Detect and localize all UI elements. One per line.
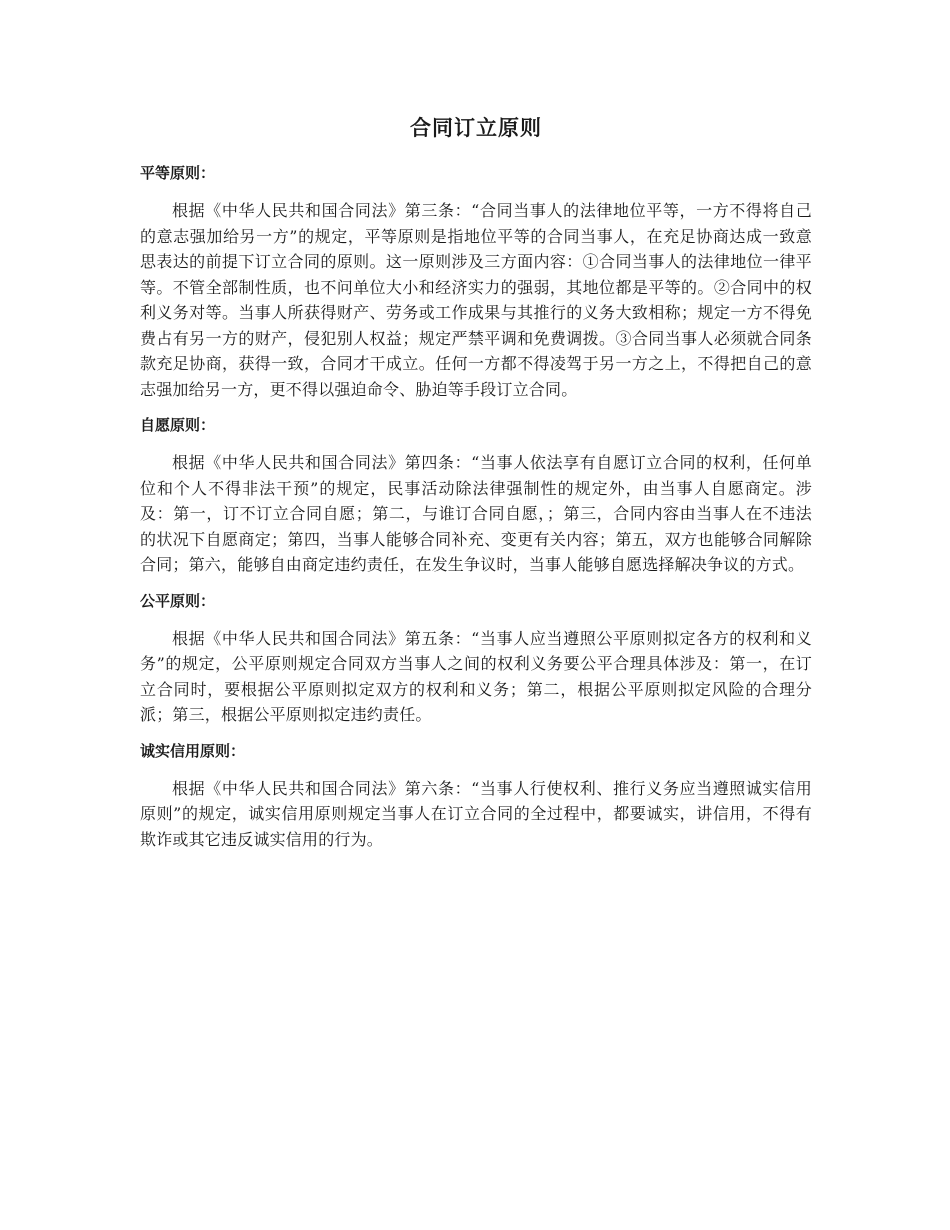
section-body: 根据《中华人民共和国合同法》第三条：“合同当事人的法律地位平等，一方不得将自己的意志强加给另一方”的规定，平等原则是指地位平等的合同当事人，在充足协商达成一致意思表达的前提下订立合同的原则。这一原则涉及三方面内容：①合同当事人的法律地位一律平等。不管全部制性质，也不问单位大小和经济实力的强弱，其地位都是平等的。②合同中的权利义务对等。当事人所获得财产、劳务或工作成果与其推行的义务大致相称；规定一方不得免费占有另一方的财产，侵犯别人权益；规定严禁平调和免费调拨。③合同当事人必须就合同条款充足协商，获得一致，合同才干成立。任何一方都不得凌驾于另一方之上，不得把自己的意志强加给另一方，更不得以强迫命令、胁迫等手段订立合同。 [140, 201, 812, 399]
section-heading: 平等原则： [140, 164, 216, 182]
section-fairness [140, 590, 812, 728]
section-body: 根据《中华人民共和国合同法》第六条：“当事人行使权利、推行义务应当遵照诚实信用原则”的规定，诚实信用原则规定当事人在订立合同的全过程中，都要诚实，讲信用，不得有欺诈或其它违反诚实信用的行为。 [140, 778, 812, 849]
section-heading: 诚实信用原则： [140, 741, 246, 760]
section-body: 根据《中华人民共和国合同法》第四条：“当事人依法享有自愿订立合同的权利，任何单位和个人不得非法干预”的规定，民事活动除法律强制性的规定外，由当事人自愿商定。涉及：第一，订不订立合同自愿；第二，与谁订合同自愿，；第三，合同内容由当事人在不违法的状况下自愿商定；第四，当事人能够合同补充、变更有关内容；第五，双方也能够合同解除合同；第六，能够自由商定违约责任，在发生争议时，当事人能够自愿选择解决争议的方式。 [140, 453, 812, 574]
section-body: 根据《中华人民共和国合同法》第五条：“当事人应当遵照公平原则拟定各方的权利和义务”的规定，公平原则规定合同双方当事人之间的权利义务要公平合理具体涉及：第一，在订立合同时，要根据公平原则拟定双方的权利和义务；第二，根据公平原则拟定风险的合理分派；第三，根据公平原则拟定违约责任。 [140, 628, 812, 724]
section-good-faith [140, 740, 812, 853]
page-title: 合同订立原则 [410, 116, 542, 140]
document-page [140, 112, 812, 864]
section-equality [140, 162, 812, 402]
section-voluntariness [140, 414, 812, 578]
section-heading: 自愿原则： [140, 416, 216, 434]
section-heading: 公平原则： [140, 591, 216, 610]
